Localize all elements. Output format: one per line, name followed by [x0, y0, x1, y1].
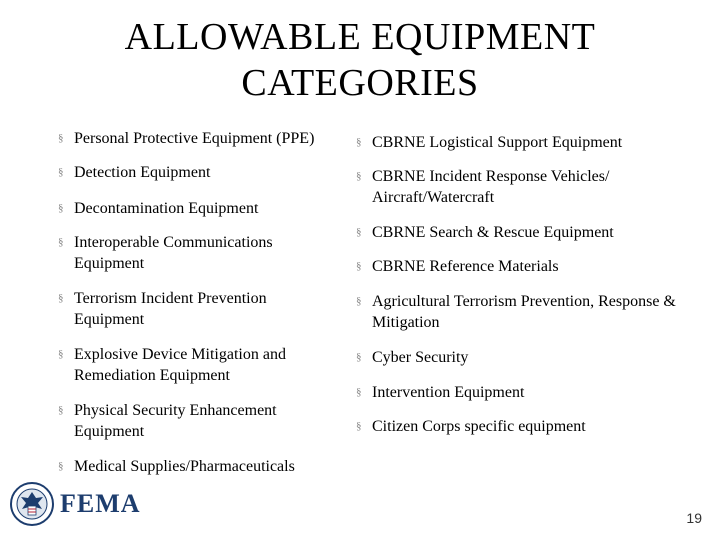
list-item — [356, 291, 712, 333]
page-number: 19 — [686, 510, 702, 526]
list-item — [356, 256, 692, 277]
list-item-text: CBRNE Reference Materials — [372, 258, 559, 275]
bullet-icon: § — [58, 460, 64, 472]
bullet-icon: § — [356, 420, 362, 432]
list-item — [356, 382, 692, 403]
list-item — [356, 347, 692, 368]
list-item — [58, 400, 324, 442]
list-item-text: CBRNE Logistical Support Equipment — [372, 134, 623, 151]
list-item-text: Intervention Equipment — [372, 384, 525, 401]
list-item-text: Interoperable Communications Equipment — [74, 234, 273, 272]
bullet-icon: § — [356, 295, 362, 307]
bullet-icon: § — [356, 226, 362, 238]
list-item-text: Personal Protective Equipment (PPE) — [74, 130, 315, 147]
list-item — [356, 132, 692, 153]
list-item — [356, 166, 662, 208]
title-line-1: ALLOWABLE EQUIPMENT — [124, 16, 596, 58]
list-item-text: Physical Security Enhancement Equipment — [74, 402, 277, 440]
dhs-seal-icon — [10, 482, 54, 526]
bullet-icon: § — [356, 386, 362, 398]
bullet-icon: § — [58, 202, 64, 214]
list-item-text: CBRNE Search & Rescue Equipment — [372, 224, 614, 241]
list-item — [58, 288, 314, 330]
list-item-text: Citizen Corps specific equipment — [372, 418, 586, 435]
list-item — [58, 344, 334, 386]
bullet-icon: § — [58, 404, 64, 416]
list-item — [58, 198, 258, 219]
bullet-icon: § — [58, 348, 64, 360]
list-item — [356, 222, 692, 243]
list-item — [58, 162, 210, 183]
bullet-icon: § — [58, 132, 64, 144]
fema-logo — [10, 482, 141, 526]
list-item-text: Medical Supplies/Pharmaceuticals — [74, 458, 295, 475]
list-item — [356, 416, 692, 437]
slide-title — [0, 14, 720, 106]
bullet-icon: § — [58, 236, 64, 248]
list-item-text: Cyber Security — [372, 349, 469, 366]
bullet-icon: § — [58, 166, 64, 178]
list-item-text: CBRNE Incident Response Vehicles/ Aircraft/Watercraft — [372, 168, 610, 206]
title-line-2: CATEGORIES — [241, 62, 479, 104]
bullet-icon: § — [58, 292, 64, 304]
list-item-text: Explosive Device Mitigation and Remediation Equipment — [74, 346, 286, 384]
list-item-text: Decontamination Equipment — [74, 200, 259, 217]
list-item-text: Terrorism Incident Prevention Equipment — [74, 290, 267, 328]
bullet-icon: § — [356, 260, 362, 272]
list-item-text: Agricultural Terrorism Prevention, Response & Mitigation — [372, 293, 676, 331]
fema-logo-text: FEMA — [60, 489, 141, 518]
list-item — [58, 456, 364, 477]
bullet-icon: § — [356, 351, 362, 363]
list-item — [58, 232, 314, 274]
list-item — [58, 128, 314, 149]
bullet-icon: § — [356, 170, 362, 182]
list-item-text: Detection Equipment — [74, 164, 211, 181]
bullet-icon: § — [356, 136, 362, 148]
